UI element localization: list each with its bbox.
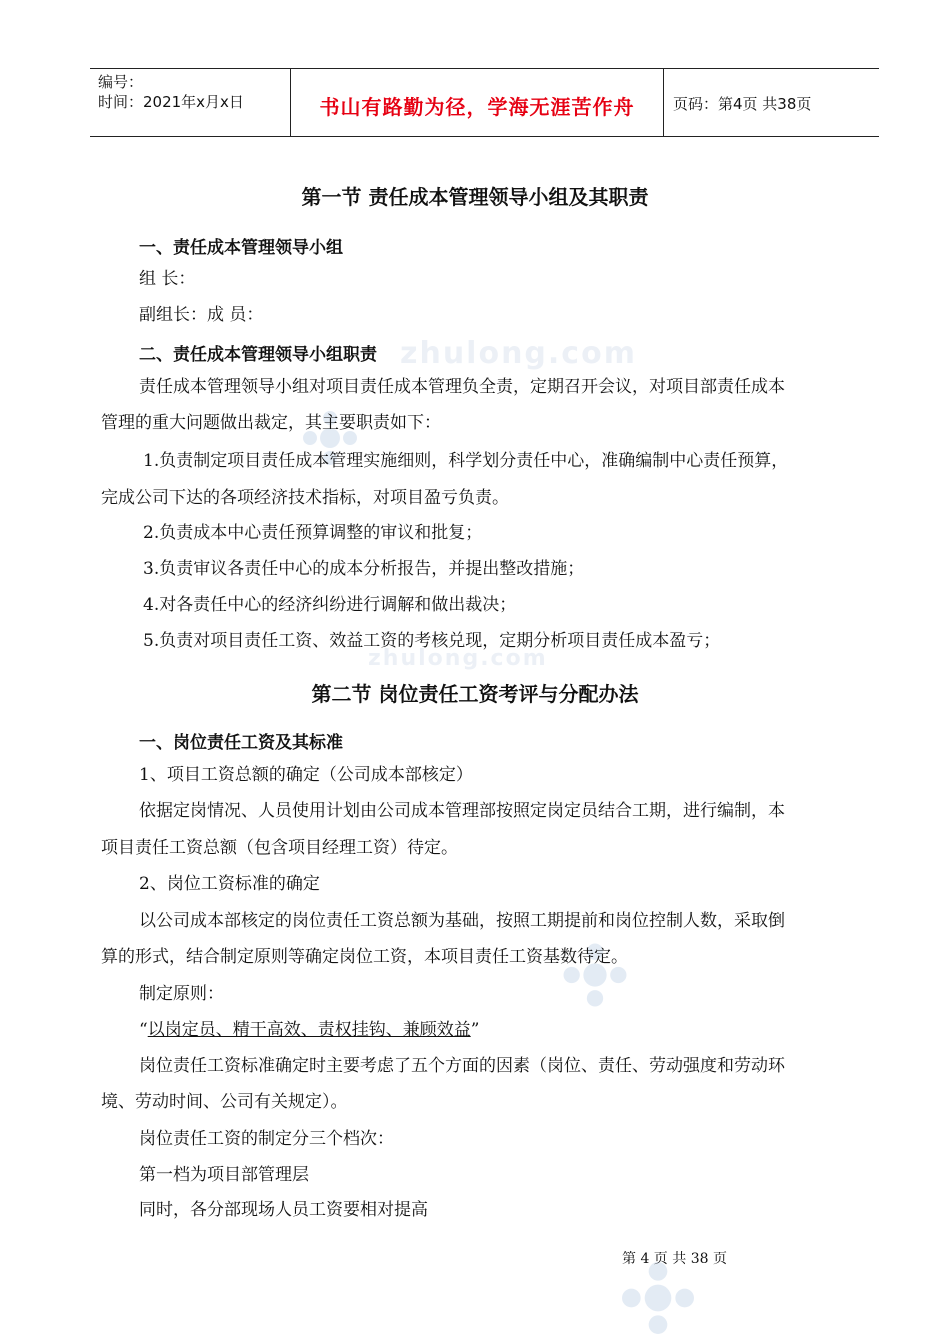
principle-quote	[139, 1019, 479, 1041]
paragraph-line: 同时，各分部现场人员工资要相对提高	[139, 1200, 428, 1220]
header-page-cell	[664, 69, 879, 136]
watermark-snowflake-icon	[618, 1258, 698, 1338]
quote-close: ”	[470, 1020, 480, 1040]
section1-heading-a: 一、责任成本管理领导小组	[139, 238, 343, 258]
footer-page-number: 第 4 页 共 38 页	[622, 1251, 727, 1267]
list-item: 4.对各责任中心的经济纠纷进行调解和做出裁决；	[143, 595, 517, 615]
quote-open: “	[139, 1020, 148, 1040]
paragraph-line: 1、项目工资总额的确定（公司成本部核定）	[139, 765, 473, 785]
paragraph-line: 岗位责任工资标准确定时主要考虑了五个方面的因素（岗位、责任、劳动强度和劳动环	[139, 1056, 785, 1076]
paragraph-line: 第一档为项目部管理层	[139, 1165, 309, 1185]
serial-label: 编号：	[98, 73, 144, 91]
paragraph-line: 项目责任工资总额（包含项目经理工资）待定。	[101, 838, 458, 858]
time-label: 时间：2021年x月x日	[98, 93, 244, 111]
paragraph-line: 算的形式，结合制定原则等确定岗位工资，本项目责任工资基数待定。	[101, 947, 628, 967]
section1-title: 第一节 责任成本管理领导小组及其职责	[301, 185, 649, 209]
paragraph-line: 岗位责任工资的制定分三个档次：	[139, 1129, 394, 1149]
leader-line: 组 长：	[139, 269, 196, 289]
paragraph-line: 管理的重大问题做出裁定，其主要职责如下：	[101, 413, 441, 433]
page-number-label: 页码：第4页 共38页	[673, 95, 812, 113]
list-item-continuation: 完成公司下达的各项经济技术指标，对项目盈亏负责。	[101, 488, 509, 508]
watermark-text: zhulong.com	[368, 646, 548, 671]
document-header	[90, 68, 879, 137]
paragraph-line: 依据定岗情况、人员使用计划由公司成本管理部按照定岗定员结合工期，进行编制，本	[139, 801, 785, 821]
list-item: 1.负责制定项目责任成本管理实施细则，科学划分责任中心，准确编制中心责任预算，	[143, 451, 789, 471]
header-motto: 书山有路勤为径，学海无涯苦作舟	[319, 95, 635, 119]
watermark-text: zhulong.com	[400, 336, 637, 371]
section1-heading-b: 二、责任成本管理领导小组职责	[139, 345, 377, 365]
paragraph-line: 以公司成本部核定的岗位责任工资总额为基础，按照工期提前和岗位控制人数，采取倒	[139, 911, 785, 931]
page-footer	[622, 1248, 950, 1268]
list-item: 5.负责对项目责任工资、效益工资的考核兑现，定期分析项目责任成本盈亏；	[143, 631, 721, 651]
quote-body: 以岗定员、精干高效、责权挂钩、兼顾效益	[147, 1020, 471, 1040]
deputy-line: 副组长：成 员：	[139, 305, 264, 325]
header-motto-cell	[291, 69, 664, 136]
paragraph-line: 2、岗位工资标准的确定	[139, 874, 320, 894]
list-item: 3.负责审议各责任中心的成本分析报告，并提出整改措施；	[143, 559, 585, 579]
list-item: 2.负责成本中心责任预算调整的审议和批复；	[143, 523, 483, 543]
section2-title: 第二节 岗位责任工资考评与分配办法	[311, 682, 639, 706]
header-meta-cell	[90, 69, 291, 136]
paragraph-line: 境、劳动时间、公司有关规定）。	[101, 1092, 348, 1112]
paragraph-line: 制定原则：	[139, 984, 224, 1004]
section2-heading-a: 一、岗位责任工资及其标准	[139, 733, 343, 753]
paragraph-line: 责任成本管理领导小组对项目责任成本管理负全责，定期召开会议，对项目部责任成本	[139, 377, 785, 397]
